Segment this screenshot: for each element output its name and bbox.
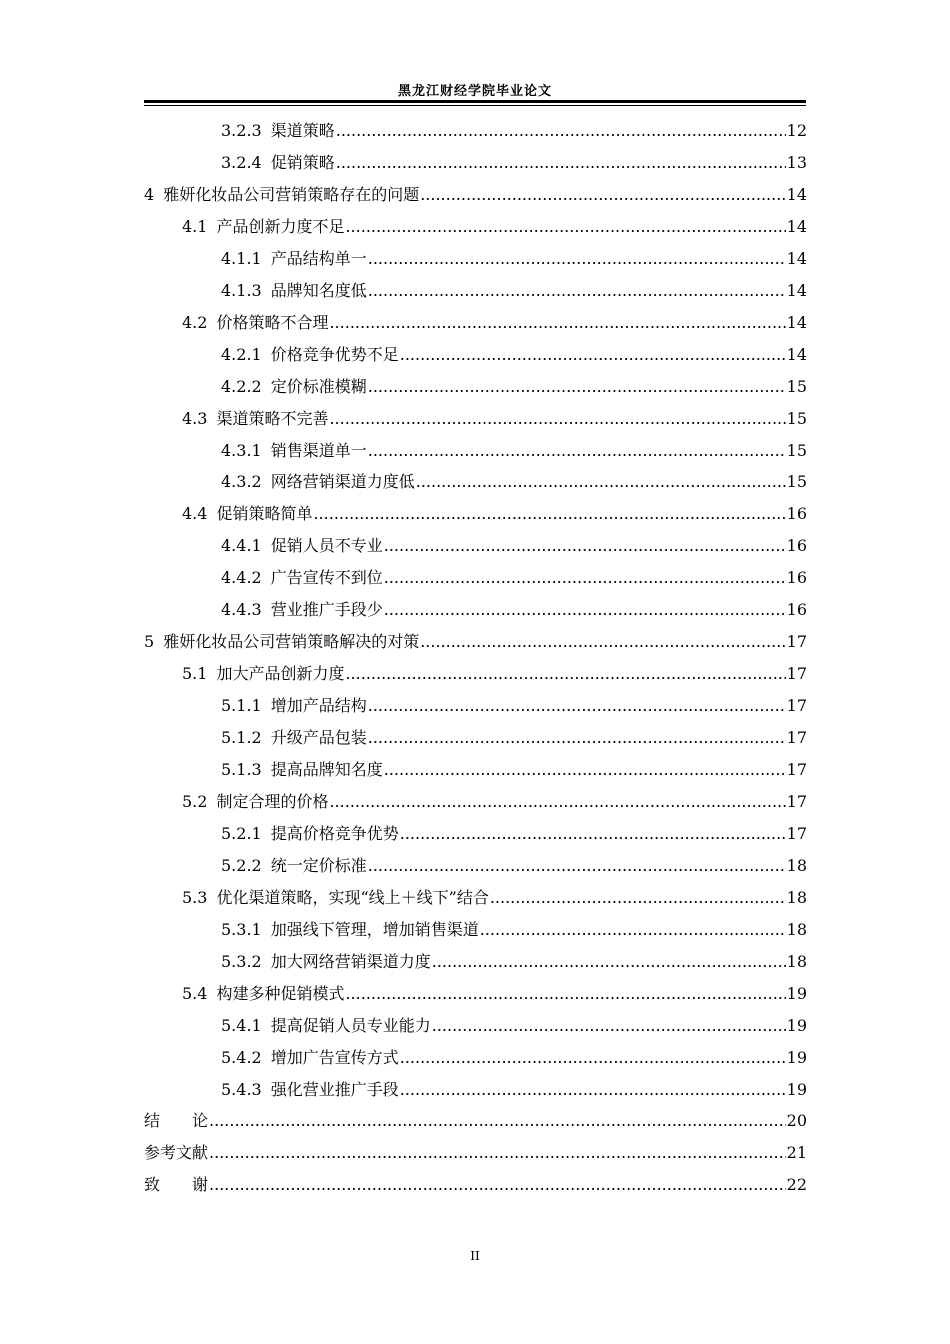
toc-entry[interactable] [144, 436, 807, 466]
toc-entry-number: 4.2.2 [221, 376, 262, 396]
toc-entry-number: 4 [144, 184, 155, 204]
toc-entry-page: 13 [786, 152, 807, 172]
toc-entry-number: 5.2.2 [221, 855, 262, 875]
toc-entry[interactable] [144, 723, 807, 753]
toc-entry-title: 促销人员不专业 [270, 536, 383, 556]
toc-dot-leader [336, 148, 786, 178]
toc-dot-leader [368, 691, 786, 721]
page-number: II [470, 1249, 480, 1263]
toc-dot-leader [345, 659, 785, 689]
toc-dot-leader [384, 563, 786, 593]
toc-entry-title: 营业推广手段少 [270, 600, 383, 620]
toc-entry-number: 5.2.1 [221, 823, 262, 843]
toc-entry-title: 优化渠道策略，实现“线上＋线下”结合 [216, 887, 489, 907]
toc-entry-title: 网络营销渠道力度低 [270, 472, 415, 492]
toc-entry-number: 4.4 [182, 504, 208, 524]
toc-entry-page: 17 [786, 791, 807, 811]
toc-entry-number: 4.3 [182, 408, 208, 428]
toc-dot-leader [329, 787, 785, 817]
toc-entry[interactable] [144, 499, 807, 529]
toc-entry-page: 18 [786, 919, 807, 939]
toc-entry-title: 雅妍化妆品公司营销策略存在的问题 [163, 184, 420, 204]
toc-entry-title: 升级产品包装 [270, 728, 367, 748]
toc-dot-leader [384, 755, 786, 785]
toc-entry-title: 致 谢 [144, 1175, 209, 1195]
toc-entry[interactable] [144, 947, 807, 977]
toc-entry[interactable] [144, 787, 807, 817]
toc-entry-page: 19 [786, 1079, 807, 1099]
toc-dot-leader [336, 116, 786, 146]
toc-entry-page: 14 [786, 184, 807, 204]
toc-entry-number: 4.3.2 [221, 472, 262, 492]
toc-dot-leader [368, 244, 786, 274]
toc-entry-page: 20 [786, 1111, 807, 1131]
toc-entry-title: 价格策略不合理 [216, 312, 329, 332]
toc-entry-number: 5.4.2 [221, 1047, 262, 1067]
toc-entry-title: 统一定价标准 [270, 855, 367, 875]
toc-entry-page: 15 [786, 472, 807, 492]
toc-entry-number: 4.1.1 [221, 248, 262, 268]
toc-entry[interactable] [144, 1043, 807, 1073]
toc-entry-number: 5.1 [182, 664, 208, 684]
toc-dot-leader [400, 340, 786, 370]
toc-entry-page: 17 [786, 728, 807, 748]
toc-entry-number: 5.4 [182, 983, 208, 1003]
toc-entry[interactable] [144, 531, 807, 561]
toc-entry-page: 15 [786, 440, 807, 460]
toc-entry-number: 5.3.1 [221, 919, 262, 939]
toc-entry-number: 5.4.3 [221, 1079, 262, 1099]
toc-entry-page: 18 [786, 855, 807, 875]
toc-dot-leader [490, 883, 786, 913]
toc-entry[interactable] [144, 372, 807, 402]
toc-entry[interactable] [144, 276, 807, 306]
toc-entry-title: 广告宣传不到位 [270, 568, 383, 588]
toc-entry[interactable] [144, 563, 807, 593]
toc-entry[interactable] [144, 116, 807, 146]
toc-dot-leader [368, 276, 786, 306]
toc-entry-title: 渠道策略不完善 [216, 408, 329, 428]
toc-entry-number: 5.3.2 [221, 951, 262, 971]
toc-entry-number: 5.1.1 [221, 696, 262, 716]
toc-entry-number: 3.2.4 [221, 152, 262, 172]
toc-entry-number: 5 [144, 632, 155, 652]
toc-entry-number: 5.4.1 [221, 1015, 262, 1035]
toc-dot-leader [420, 627, 785, 657]
toc-entry-title: 促销策略简单 [216, 504, 313, 524]
toc-entry-page: 17 [786, 760, 807, 779]
toc-dot-leader [384, 595, 786, 625]
toc-dot-leader [432, 947, 786, 977]
toc-entry[interactable] [144, 1075, 807, 1105]
toc-entry-page: 14 [786, 280, 807, 300]
toc-entry[interactable] [144, 883, 807, 913]
toc-entry-title: 提高价格竞争优势 [270, 823, 399, 843]
toc-dot-leader [209, 1106, 786, 1136]
toc-entry[interactable] [144, 308, 807, 338]
toc-entry-number: 5.2 [182, 791, 208, 811]
toc-entry[interactable] [144, 915, 807, 945]
toc-entry-page: 16 [786, 504, 807, 524]
header-rule-thin [144, 105, 806, 106]
toc-entry-number: 4.1 [182, 216, 208, 236]
toc-dot-leader [329, 404, 785, 434]
toc-entry[interactable] [144, 851, 807, 881]
toc-entry[interactable] [144, 212, 807, 242]
toc-entry-page: 15 [786, 408, 807, 428]
toc-dot-leader [368, 723, 786, 753]
toc-entry-title: 加大网络营销渠道力度 [270, 951, 431, 971]
toc-entry-number: 4.3.1 [221, 440, 262, 460]
toc-entry-number: 4.4.1 [221, 536, 262, 556]
toc-entry-page: 18 [786, 887, 807, 907]
toc-entry-page: 12 [786, 121, 807, 140]
toc-entry[interactable] [144, 1170, 807, 1200]
toc-dot-leader [432, 1011, 786, 1041]
toc-entry-title: 产品结构单一 [270, 248, 367, 268]
toc-entry-title: 加大产品创新力度 [216, 664, 345, 684]
toc-dot-leader [345, 212, 785, 242]
toc-entry-number: 4.1.3 [221, 280, 262, 300]
toc-entry[interactable] [144, 1106, 807, 1136]
toc-entry[interactable] [144, 148, 807, 178]
toc-dot-leader [368, 851, 786, 881]
toc-entry-title: 加强线下管理，增加销售渠道 [270, 919, 479, 939]
toc-dot-leader [400, 819, 786, 849]
toc-entry-title: 价格竞争优势不足 [270, 344, 399, 364]
toc-entry-page: 22 [786, 1175, 807, 1195]
toc-entry-number: 5.1.3 [221, 760, 262, 779]
toc-entry-title: 结 论 [144, 1111, 209, 1131]
toc-entry-page: 21 [786, 1143, 807, 1163]
toc-entry-page: 17 [786, 632, 807, 652]
toc-entry[interactable] [144, 180, 807, 210]
toc-dot-leader [209, 1138, 786, 1168]
toc-dot-leader [480, 915, 786, 945]
toc-entry-page: 14 [786, 312, 807, 332]
toc-entry-title: 制定合理的价格 [216, 791, 329, 811]
toc-entry-number: 4.2.1 [221, 344, 262, 364]
toc-entry-title: 构建多种促销模式 [216, 983, 345, 1003]
toc-entry[interactable] [144, 467, 807, 497]
toc-entry[interactable] [144, 244, 807, 274]
toc-entry-page: 19 [786, 1047, 807, 1067]
toc-dot-leader [313, 499, 785, 529]
toc-entry-title: 雅妍化妆品公司营销策略解决的对策 [163, 632, 420, 652]
header-rule-thick [144, 100, 806, 103]
toc-dot-leader [368, 372, 786, 402]
toc-entry[interactable] [144, 1138, 807, 1168]
toc-dot-leader [420, 180, 785, 210]
toc-entry[interactable] [144, 755, 807, 785]
toc-dot-leader [400, 1043, 786, 1073]
toc-entry-page: 17 [786, 823, 807, 843]
toc-entry-number: 4.4.2 [221, 568, 262, 588]
toc-entry-page: 16 [786, 568, 807, 588]
toc-entry-title: 提高促销人员专业能力 [270, 1015, 431, 1035]
toc-entry-page: 19 [786, 1015, 807, 1035]
toc-entry-title: 产品创新力度不足 [216, 216, 345, 236]
toc-entry-page: 18 [786, 951, 807, 971]
toc-entry-page: 14 [786, 344, 807, 364]
toc-entry-number: 3.2.3 [221, 121, 262, 140]
toc-entry-page: 14 [786, 248, 807, 268]
toc-dot-leader [416, 467, 786, 497]
toc-dot-leader [345, 979, 785, 1009]
toc-entry-title: 强化营业推广手段 [270, 1079, 399, 1099]
toc-entry-number: 4.2 [182, 312, 208, 332]
toc-entry[interactable] [144, 340, 807, 370]
toc-entry-title: 增加产品结构 [270, 696, 367, 716]
toc-entry-page: 16 [786, 536, 807, 556]
toc-entry-page: 17 [786, 696, 807, 716]
toc-entry[interactable] [144, 819, 807, 849]
toc-entry-number: 5.3 [182, 887, 208, 907]
toc-entry-page: 16 [786, 600, 807, 620]
toc-dot-leader [329, 308, 785, 338]
toc-entry-number: 5.1.2 [221, 728, 262, 748]
toc-entry-title: 提高品牌知名度 [270, 760, 383, 779]
toc-entry[interactable] [144, 659, 807, 689]
toc-entry-title: 参考文献 [144, 1143, 209, 1163]
toc-entry[interactable] [144, 595, 807, 625]
toc-entry[interactable] [144, 1011, 807, 1041]
toc-entry-page: 19 [786, 983, 807, 1003]
toc-entry[interactable] [144, 691, 807, 721]
toc-entry-title: 渠道策略 [270, 121, 335, 140]
toc-entry-title: 销售渠道单一 [270, 440, 367, 460]
toc-dot-leader [400, 1075, 786, 1105]
toc-entry[interactable] [144, 627, 807, 657]
toc-dot-leader [384, 531, 786, 561]
toc-entry-title: 定价标准模糊 [270, 376, 367, 396]
toc-entry[interactable] [144, 404, 807, 434]
toc-entry-page: 17 [786, 664, 807, 684]
toc-entry-title: 促销策略 [270, 152, 335, 172]
running-header-title: 黑龙江财经学院毕业论文 [397, 84, 552, 99]
toc-entry-title: 增加广告宣传方式 [270, 1047, 399, 1067]
toc-entry-page: 14 [786, 216, 807, 236]
toc-entry-number: 4.4.3 [221, 600, 262, 620]
toc-dot-leader [209, 1170, 786, 1200]
toc-dot-leader [368, 436, 786, 466]
toc-entry-page: 15 [786, 376, 807, 396]
toc-entry[interactable] [144, 979, 807, 1009]
toc-entry-title: 品牌知名度低 [270, 280, 367, 300]
